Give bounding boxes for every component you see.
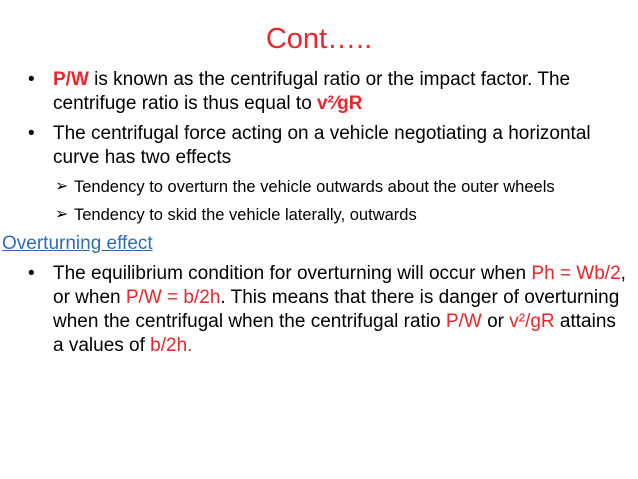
bullet-icon: • [28,263,35,284]
bullet-text: The equilibrium condition for overturning will occur when [53,263,532,284]
formula-b2h: b/2h. [150,335,193,356]
bullet-two-effects [0,122,630,170]
formula-v2-gr: v²⁄gR [317,93,363,114]
bullet-icon: • [28,69,35,90]
bullet-icon: • [28,123,35,144]
sub-bullet-overturn [0,176,630,198]
sub-bullet-text: Tendency to skid the vehicle laterally, outwards [74,206,417,224]
slide-body [0,68,630,364]
arrow-bullet-icon: ➢ [55,206,69,223]
term-pw: P/W [445,311,482,332]
bullet-text: or [481,311,510,332]
bullet-text: The centrifugal force acting on a vehicle negotiating a horizontal curve has two effects [53,123,591,168]
formula-pw-b2h: P/W = b/2h [125,287,221,308]
bullet-equilibrium [0,262,630,358]
section-heading-overturning: Overturning effect [2,233,153,254]
sub-bullet-text: Tendency to overturn the vehicle outwards about the outer wheels [74,178,555,196]
bullet-text: is known as the centrifugal ratio or the impact factor. The centrifuge ratio is thus equal to [53,69,571,114]
formula-v2-gr: v²/gR [509,311,555,332]
sub-bullet-skid [0,204,630,226]
term-pw: P/W [53,69,89,90]
bullet-text: . This means that there is danger of overturning when the centrifugal when the centrifugal ratio [53,287,620,332]
formula-ph: Ph = Wb/2 [531,263,621,284]
bullet-text: attains a values of [53,311,616,356]
bullet-centrifugal-ratio [0,68,630,116]
bullet-text: , or when [53,263,626,308]
arrow-bullet-icon: ➢ [55,178,69,195]
slide-title: Cont….. [265,23,373,55]
